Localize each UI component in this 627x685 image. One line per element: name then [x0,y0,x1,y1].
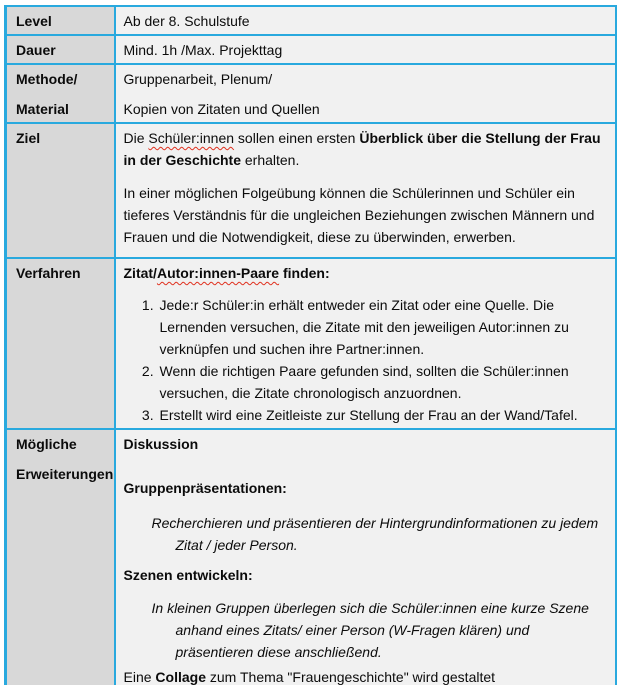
row-header-label: Dauer [16,42,56,58]
row-header-label: Ziel [16,130,41,146]
row-header-level [6,6,115,35]
erweiterungen-heading-diskussion: Diskussion [123,436,199,452]
row-header-verfahren [6,258,115,429]
ziel-p1-mid: sollen einen ersten [234,130,360,146]
erweiterungen-italic-szene: In kleinen Gruppen überlegen sich die Schüler:innen eine kurze Szene anhand eines Zitats/ einer Person (W-Fragen klären) und präsentieren diese anschließend. [151,600,589,660]
row-cell-dauer [115,35,617,64]
row-header-label: Verfahren [16,265,81,281]
row-header-label-line1: Methode/ [16,71,78,87]
row-header-methode-material [6,64,115,123]
misspelled-word: Autor:innen-Paare [156,265,280,281]
row-header-label-line2: Material [16,101,69,117]
ziel-p1-bold: Überblick über die Stellung der Frau in der Geschichte [123,130,601,168]
list-item-step-1: 1. Jede:r Schüler:in erhält entweder ein Zitat oder eine Quelle. Die Lernenden versuchen, die Zitate mit den jeweiligen Autor:innen zu verknüpfen und suchen ihre Partner:innen. [158,294,609,360]
row-cell-level [115,6,617,35]
table-row-ziel [6,123,617,258]
final-post: zum Thema "Frauengeschichte" wird gestaltet [206,669,496,685]
lesson-plan-table [4,5,617,685]
row-cell-verfahren [115,258,617,429]
row-header-ziel [6,123,115,258]
methode-value-line1: Gruppenarbeit, Plenum/ [123,71,273,87]
list-item-step-3: 3. Erstellt wird eine Zeitleiste zur Stellung der Frau an der Wand/Tafel. [158,404,609,426]
row-cell-ziel [115,123,617,258]
erweiterungen-italic-recherchieren: Recherchieren und präsentieren der Hintergrundinformationen zu jedem Zitat / jeder Person. [151,515,599,553]
verfahren-heading-post: finden: [279,265,330,281]
row-cell-methode-material [115,64,617,123]
row-header-label-line2: Erweiterungen [16,466,114,482]
table-row-level [6,6,617,35]
row-header-label: Level [16,13,52,29]
row-header-dauer [6,35,115,64]
table-row-verfahren [6,258,617,429]
table-row-methode-material [6,64,617,123]
list-item-step-2: 2. Wenn die richtigen Paare gefunden sind, sollten die Schüler:innen versuchen, die Zitate chronologisch anzuordnen. [158,360,609,404]
level-value: Ab der 8. Schulstufe [123,13,250,29]
row-header-label-line1: Mögliche [16,436,77,452]
verfahren-heading [124,262,609,284]
erweiterungen-final-line [124,666,609,685]
erweiterungen-heading-gruppenpraesentationen: Gruppenpräsentationen: [123,480,287,496]
ziel-p1-pre: Die [123,130,149,146]
ziel-paragraph-2: In einer möglichen Folgeübung können die Schülerinnen und Schüler ein tieferes Verständnis für die ungleichen Beziehungen zwischen Männern und Frauen und die Notwendigkeit, diese zu überwinden, erwerben. [123,185,595,245]
verfahren-heading-pre: Zitat/ [123,265,157,281]
final-bold: Collage [155,669,206,685]
table-row-erweiterungen [6,429,617,685]
ziel-p1-post: erhalten. [240,152,300,168]
final-pre: Eine [123,669,156,685]
dauer-value: Mind. 1h /Max. Projekttag [123,42,283,58]
methode-value-line2: Kopien von Zitaten und Quellen [123,101,320,117]
ziel-paragraph-1 [124,127,609,171]
row-cell-erweiterungen [115,429,617,685]
erweiterungen-heading-szenen: Szenen entwickeln: [123,567,253,583]
verfahren-steps-list [124,294,609,426]
table-row-dauer [6,35,617,64]
row-header-erweiterungen [6,429,115,685]
misspelled-word: Schüler:innen [148,130,235,146]
